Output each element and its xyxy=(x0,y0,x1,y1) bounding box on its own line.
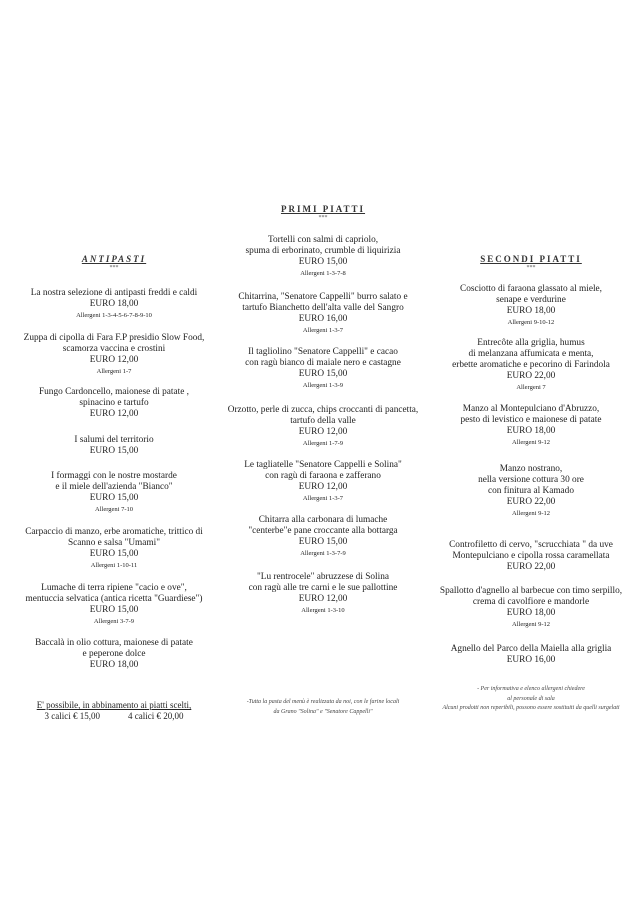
wine-option: 3 calici € 15,00 xyxy=(44,711,100,721)
pasta-note xyxy=(218,698,428,717)
dish-description: crema di cavolfiore e mandorle xyxy=(472,597,590,607)
dish-description: pesto di levistico e maionese di patate xyxy=(460,415,602,425)
menu-item xyxy=(426,540,636,573)
wine-pairing xyxy=(8,700,220,722)
note-line: -Tutta la pasta del menù è realizzata da noi, con le farine locali xyxy=(246,699,400,705)
menu-item xyxy=(218,515,428,559)
note-line: - Per informativa e elenco allergeni chiedere xyxy=(477,686,585,692)
menu-item xyxy=(426,284,636,328)
dish-price: EURO 16,00 xyxy=(506,655,556,665)
dish-description: Le tagliatelle "Senatore Cappelli e Solina" xyxy=(244,460,402,470)
section-stars: *** xyxy=(526,265,536,271)
menu-item xyxy=(426,464,636,519)
section-heading: SECONDI PIATTI xyxy=(480,254,582,264)
dish-description: e peperone dolce xyxy=(82,649,146,659)
dish-description: I salumi del territorio xyxy=(74,435,154,445)
dish-description: Chitarra alla carbonara di lumache xyxy=(258,515,388,525)
dish-price: EURO 12,00 xyxy=(89,409,139,419)
menu-item xyxy=(8,471,220,515)
menu-item xyxy=(426,586,636,630)
menu-item xyxy=(8,583,220,627)
dish-description: "centerbe"e pane croccante alla bottarga xyxy=(248,526,398,536)
dish-description: Manzo al Montepulciano d'Abruzzo, xyxy=(462,404,600,414)
dish-description: Controfiletto di cervo, "scrucchiata " da uve xyxy=(449,540,613,550)
note-line: da Grano "Solina" e "Senatore Cappelli" xyxy=(273,708,373,715)
dish-price: EURO 15,00 xyxy=(298,257,348,267)
dish-price: EURO 15,00 xyxy=(89,493,139,503)
dish-description: con ragù alle tre carni e le sue pallottine xyxy=(248,583,398,593)
dish-description: spuma di erborinato, crumble di liquirizia xyxy=(245,246,401,256)
dish-price: EURO 12,00 xyxy=(298,482,348,492)
dish-description: Baccalà in olio cottura, maionese di patate xyxy=(35,638,193,648)
dish-price: EURO 15,00 xyxy=(89,605,139,615)
dish-description: Fungo Cardoncello, maionese di patate , xyxy=(38,387,189,397)
dish-allergens: Allergeni 1-3-7 xyxy=(302,495,344,502)
dish-allergens: Allergeni 1-10-11 xyxy=(90,562,138,569)
menu-item xyxy=(218,572,428,616)
section-stars: *** xyxy=(109,265,119,271)
dish-description: con finitura al Kamado xyxy=(488,486,574,496)
dish-description: Entrecôte alla griglia, humus xyxy=(477,338,585,348)
menu-item xyxy=(8,288,220,321)
dish-price: EURO 12,00 xyxy=(298,427,348,437)
dish-allergens: Allergeni 1-3-7-9 xyxy=(300,550,346,557)
dish-allergens: Allergeni 1-3-4-5-6-7-8-9-10 xyxy=(76,312,152,319)
note-line: al personale di sala xyxy=(507,695,555,702)
dish-description: Zuppa di cipolla di Fara F.P presidio Slow Food, xyxy=(23,333,205,343)
dish-description: Orzotto, perle di zucca, chips croccanti di pancetta, xyxy=(227,405,419,415)
dish-description: Montepulciano e cipolla rossa caramellata xyxy=(452,551,610,561)
dish-allergens: Allergeni 1-3-7-8 xyxy=(300,270,346,277)
dish-price: EURO 12,00 xyxy=(298,594,348,604)
menu-item xyxy=(426,644,636,666)
section-heading: PRIMI PIATTI xyxy=(280,204,366,214)
section-heading: ANTIPASTI xyxy=(81,254,147,264)
dish-description: nella versione cottura 30 ore xyxy=(478,475,584,485)
wine-option: 4 calici € 20,00 xyxy=(128,711,184,721)
dish-allergens: Allergeni 9-12 xyxy=(512,510,550,517)
dish-description: La nostra selezione di antipasti freddi e caldi xyxy=(30,288,198,298)
dish-price: EURO 22,00 xyxy=(506,497,556,507)
menu-item xyxy=(218,292,428,336)
dish-allergens: Allergeni 7 xyxy=(516,384,546,391)
dish-description: scamorza vaccina e crostini xyxy=(62,344,166,354)
menu-item xyxy=(218,405,428,449)
dish-allergens: Allergeni 9-10-12 xyxy=(507,319,555,326)
dish-description: Carpaccio di manzo, erbe aromatiche, trittico di xyxy=(25,527,203,537)
dish-allergens: Allergeni 3-7-9 xyxy=(93,618,135,625)
dish-description: Spallotto d'agnello al barbecue con timo serpillo, xyxy=(439,586,623,596)
dish-allergens: Allergeni 1-7 xyxy=(96,368,132,375)
section-stars: *** xyxy=(318,215,328,221)
menu-item xyxy=(8,435,220,457)
dish-price: EURO 18,00 xyxy=(89,299,139,309)
menu-item xyxy=(218,235,428,279)
dish-price: EURO 18,00 xyxy=(506,306,556,316)
dish-description: Chitarrina, "Senatore Cappelli" burro salato e xyxy=(238,292,408,302)
dish-price: EURO 16,00 xyxy=(298,314,348,324)
dish-description: Lumache di terra ripiene "cacio e ove", xyxy=(41,583,187,593)
dish-description: Cosciotto di faraona glassato al miele, xyxy=(460,284,602,294)
dish-price: EURO 12,00 xyxy=(89,355,139,365)
menu-item xyxy=(426,338,636,393)
dish-description: di melanzana affumicata e menta, xyxy=(468,349,594,359)
menu-item xyxy=(426,404,636,448)
dish-description: tartufo della valle xyxy=(290,416,356,426)
antipasti-column xyxy=(8,0,220,906)
menu-item xyxy=(218,347,428,391)
dish-price: EURO 18,00 xyxy=(89,660,139,670)
dish-description: erbette aromatiche e pecorino di Farindola xyxy=(452,360,610,370)
dish-price: EURO 15,00 xyxy=(89,446,139,456)
dish-allergens: Allergeni 7-10 xyxy=(95,506,133,513)
menu-item xyxy=(8,333,220,377)
dish-price: EURO 22,00 xyxy=(506,562,556,572)
dish-description: I formaggi con le nostre mostarde xyxy=(51,471,177,481)
dish-allergens: Allergeni 1-3-7 xyxy=(302,327,344,334)
allergen-note xyxy=(426,685,636,714)
dish-allergens: Allergeni 9-12 xyxy=(512,439,550,446)
dish-description: e il miele dell'azienda "Bianco" xyxy=(55,482,173,492)
menu-item xyxy=(8,527,220,571)
dish-description: Agnello del Parco della Maiella alla griglia xyxy=(450,644,612,654)
dish-description: Manzo nostrano, xyxy=(499,464,563,474)
dish-price: EURO 15,00 xyxy=(298,369,348,379)
dish-allergens: Allergeni 9-12 xyxy=(512,621,550,628)
menu-item xyxy=(8,387,220,420)
dish-price: EURO 18,00 xyxy=(506,608,556,618)
wine-pairing-text: E' possibile, in abbinamento ai piatti scelti, xyxy=(36,700,192,710)
dish-description: senape e verdurine xyxy=(496,295,566,305)
dish-description: con ragù di faraona e zafferano xyxy=(265,471,381,481)
dish-price: EURO 15,00 xyxy=(298,537,348,547)
menu-item xyxy=(218,460,428,504)
dish-description: tartufo Bianchetto dell'alta valle del Sangro xyxy=(242,303,404,313)
note-line: Alcuni prodotti non reperibili, possono essere sostituiti da quelli surgelati xyxy=(442,705,620,711)
dish-description: Il tagliolino "Senatore Cappelli" e cacao xyxy=(248,347,398,357)
dish-price: EURO 22,00 xyxy=(506,371,556,381)
dish-description: con ragù bianco di maiale nero e castagne xyxy=(245,358,401,368)
dish-allergens: Allergeni 1-7-9 xyxy=(302,440,344,447)
dish-description: spinacino e tartufo xyxy=(79,398,149,408)
primi-column xyxy=(218,0,428,906)
dish-description: "Lu rentrocele" abruzzese di Solina xyxy=(256,572,389,582)
menu-item xyxy=(8,638,220,671)
secondi-column xyxy=(426,0,636,906)
dish-price: EURO 15,00 xyxy=(89,549,139,559)
dish-allergens: Allergeni 1-3-9 xyxy=(302,382,344,389)
dish-description: Tortelli con salmi di capriolo, xyxy=(267,235,379,245)
dish-allergens: Allergeni 1-3-10 xyxy=(301,607,345,614)
dish-description: Scanno e salsa "Umami" xyxy=(67,538,160,548)
dish-description: mentuccia selvatica (antica ricetta "Guardiese") xyxy=(25,594,203,604)
dish-price: EURO 18,00 xyxy=(506,426,556,436)
